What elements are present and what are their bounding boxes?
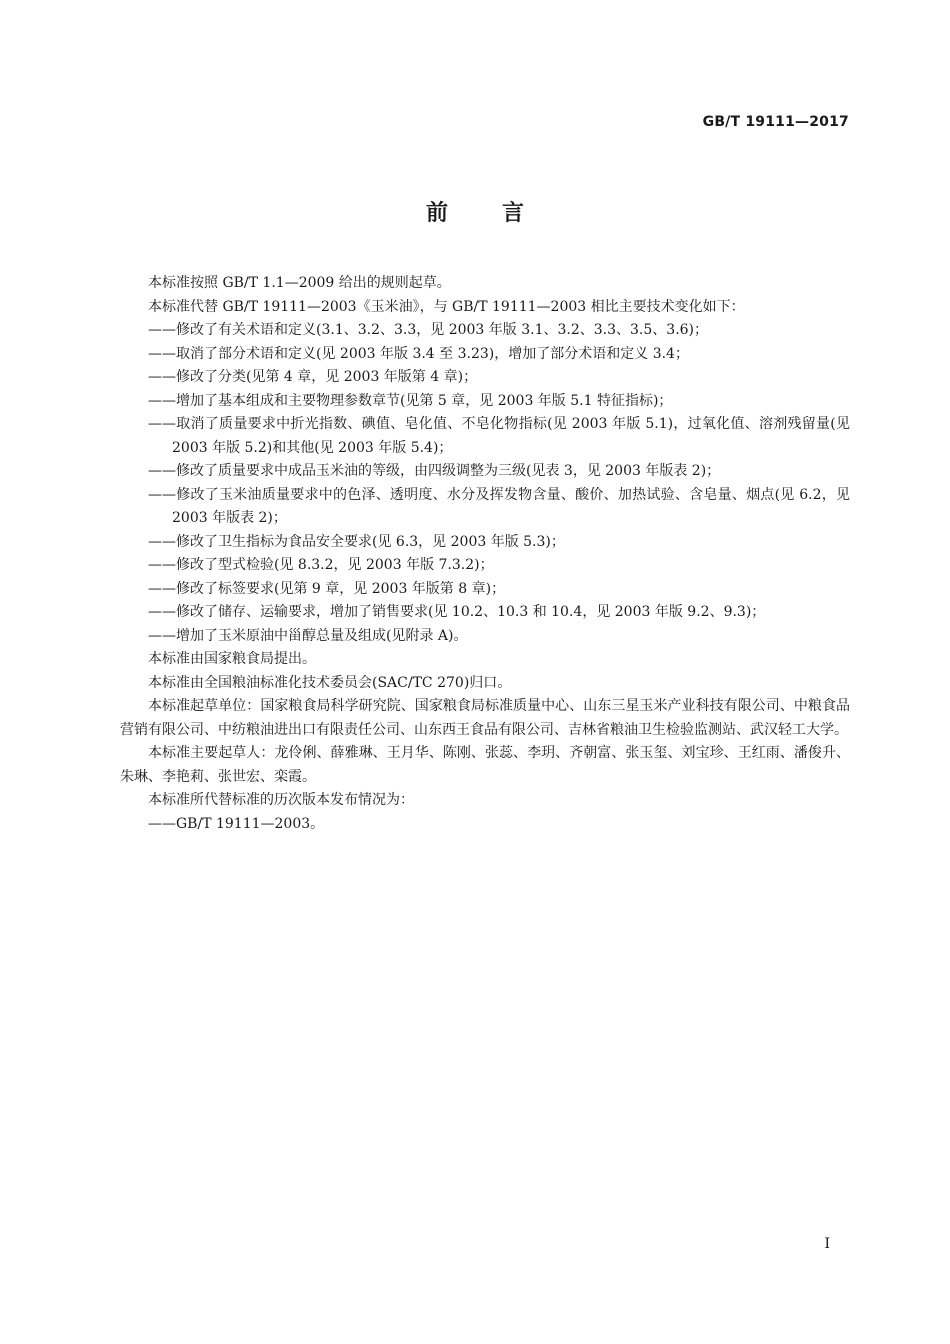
- paragraph-drafting-rules: 本标准按照 GB/T 1.1—2009 给出的规则起草。: [148, 275, 451, 291]
- change-item: ——增加了玉米原油中甾醇总量及组成(见附录 A)。: [148, 627, 468, 644]
- page-number: I: [824, 1236, 830, 1252]
- change-item: ——修改了标签要求(见第 9 章，见 2003 年版第 8 章)；: [148, 580, 506, 597]
- page-title: 前言: [425, 201, 578, 226]
- change-item: ——取消了质量要求中折光指数、碘值、皂化值、不皂化物指标(见 2003 年版 5.1)，过氧化值、溶剂残留量(见 2003 年版 5.2)和其他(见 2003 年版 5.4)；: [148, 416, 850, 456]
- paragraph-committee: 本标准由全国粮油标准化技术委员会(SAC/TC 270)归口。: [148, 674, 512, 691]
- change-item: ——增加了基本组成和主要物理参数章节(见第 5 章，见 2003 年版 5.1 特征指标)；: [148, 392, 673, 409]
- change-item: ——修改了卫生指标为食品安全要求(见 6.3，见 2003 年版 5.3)；: [148, 533, 565, 550]
- change-item: ——修改了型式检验(见 8.3.2，见 2003 年版 7.3.2)；: [148, 557, 494, 573]
- document-body: [120, 272, 850, 836]
- history-item: ——GB/T 19111—2003。: [148, 815, 325, 832]
- paragraph-drafting-units: 本标准起草单位：国家粮食局科学研究院、国家粮食局标准质量中心、山东三星玉米产业科技有限公司、中粮食品营销有限公司、中纺粮油进出口有限责任公司、山东西王食品有限公司、吉林省粮油卫生检验监测站、武汉轻工大学。: [120, 698, 850, 738]
- change-item: ——修改了质量要求中成品玉米油的等级，由四级调整为三级(见表 3，见 2003 年版表 2)；: [148, 463, 721, 479]
- change-item: ——修改了储存、运输要求，增加了销售要求(见 10.2、10.3 和 10.4，见 2003 年版 9.2、9.3)；: [148, 604, 766, 620]
- paragraph-proposer: 本标准由国家粮食局提出。: [148, 651, 316, 667]
- paragraph-replacement: 本标准代替 GB/T 19111—2003《玉米油》，与 GB/T 19111—2003 相比主要技术变化如下：: [148, 298, 745, 315]
- change-item: ——取消了部分术语和定义(见 2003 年版 3.4 至 3.23)，增加了部分术语和定义 3.4；: [148, 345, 689, 362]
- paragraph-history-intro: 本标准所代替标准的历次版本发布情况为：: [148, 792, 414, 808]
- paragraph-drafters: 本标准主要起草人：龙伶俐、薛雅琳、王月华、陈刚、张蕊、李玥、齐朝富、张玉玺、刘宝珍、王红雨、潘俊升、朱琳、李艳莉、张世宏、栾霞。: [120, 745, 850, 785]
- change-item: ——修改了玉米油质量要求中的色泽、透明度、水分及挥发物含量、酸价、加热试验、含皂量、烟点(见 6.2，见 2003 年版表 2)；: [148, 486, 850, 526]
- change-item: ——修改了分类(见第 4 章，见 2003 年版第 4 章)；: [148, 369, 478, 385]
- change-item: ——修改了有关术语和定义(3.1、3.2、3.3，见 2003 年版 3.1、3.2、3.3、3.5、3.6)；: [148, 322, 709, 338]
- standard-number: GB/T 19111—2017: [702, 114, 849, 130]
